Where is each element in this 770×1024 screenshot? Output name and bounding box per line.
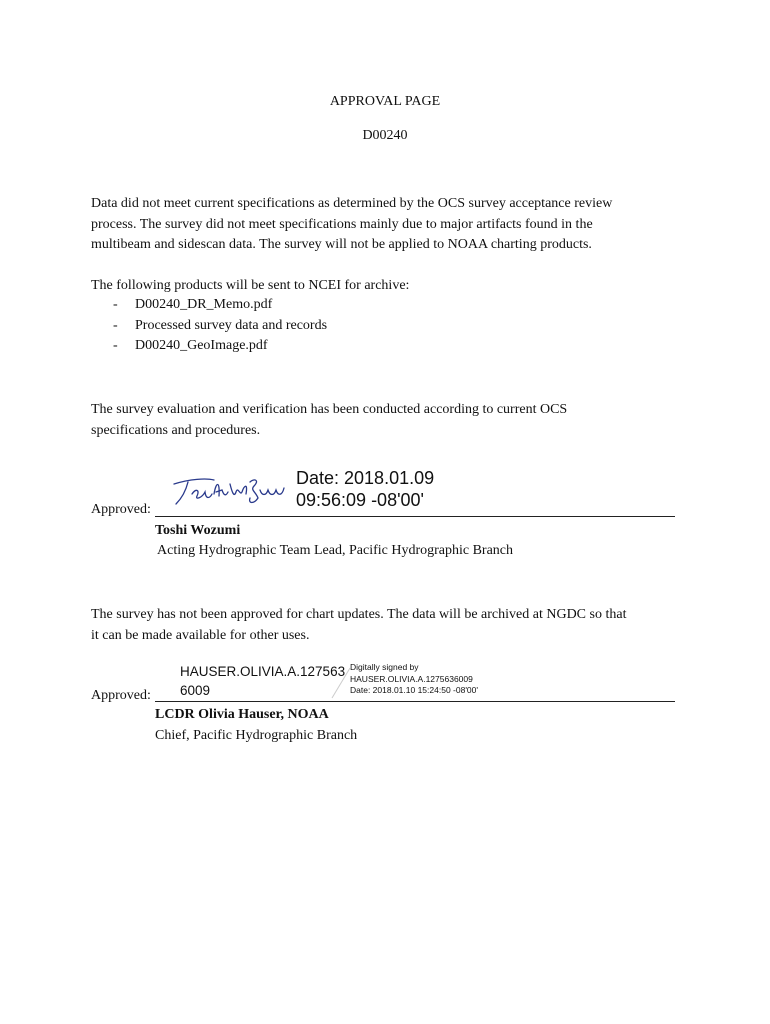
signature-date — [296, 467, 434, 511]
digital-signature-details — [350, 662, 478, 697]
digital-detail-line: Digitally signed by — [350, 662, 419, 672]
signature-time-line: 09:56:09 -08'00' — [296, 490, 424, 510]
intro-paragraph — [91, 194, 691, 256]
digital-signer-line: 6009 — [180, 683, 211, 698]
list-bullet: - — [113, 297, 118, 312]
intro-line: process. The survey did not meet specifications mainly due to major artifacts found in the — [91, 216, 593, 232]
approver-name: Toshi Wozumi — [155, 523, 241, 538]
evaluation-line: specifications and procedures. — [91, 422, 261, 438]
digital-signer — [180, 662, 345, 700]
intro-line: multibeam and sidescan data. The survey will not be applied to NOAA charting products. — [91, 237, 592, 252]
evaluation-line: The survey evaluation and verification has been conducted according to current OCS — [91, 402, 568, 417]
approved-label: Approved: — [91, 688, 151, 703]
list-item: Processed survey data and records — [135, 318, 328, 333]
signature-line — [155, 701, 675, 702]
intro-line: Data did not meet current specifications as determined by the OCS survey acceptance review — [91, 196, 613, 211]
document-id: D00240 — [362, 128, 408, 143]
evaluation-paragraph — [91, 400, 691, 441]
list-item: D00240_GeoImage.pdf — [135, 338, 268, 353]
approver-title: Acting Hydrographic Team Lead, Pacific Hydrographic Branch — [157, 543, 514, 558]
products-lead: The following products will be sent to NCEI for archive: — [91, 278, 410, 293]
approver-title: Chief, Pacific Hydrographic Branch — [155, 728, 358, 743]
statement-paragraph — [91, 605, 691, 646]
digital-signer-line: HAUSER.OLIVIA.A.127563 — [180, 664, 346, 679]
approved-label: Approved: — [91, 502, 151, 517]
statement-line: The survey has not been approved for chart updates. The data will be archived at NGDC so that — [91, 607, 627, 622]
signature-line — [155, 516, 675, 517]
digital-detail-line: Date: 2018.01.10 15:24:50 -08'00' — [350, 685, 479, 695]
handwritten-signature — [170, 470, 290, 510]
statement-line: it can be made available for other uses. — [91, 627, 310, 643]
list-bullet: - — [113, 338, 118, 353]
signature-date-line: Date: 2018.01.09 — [296, 468, 435, 488]
page-title: APPROVAL PAGE — [329, 94, 441, 109]
list-bullet: - — [113, 318, 118, 333]
list-item: D00240_DR_Memo.pdf — [135, 297, 273, 312]
digital-detail-line: HAUSER.OLIVIA.A.1275636009 — [350, 673, 473, 684]
approver-name: LCDR Olivia Hauser, NOAA — [155, 707, 329, 722]
